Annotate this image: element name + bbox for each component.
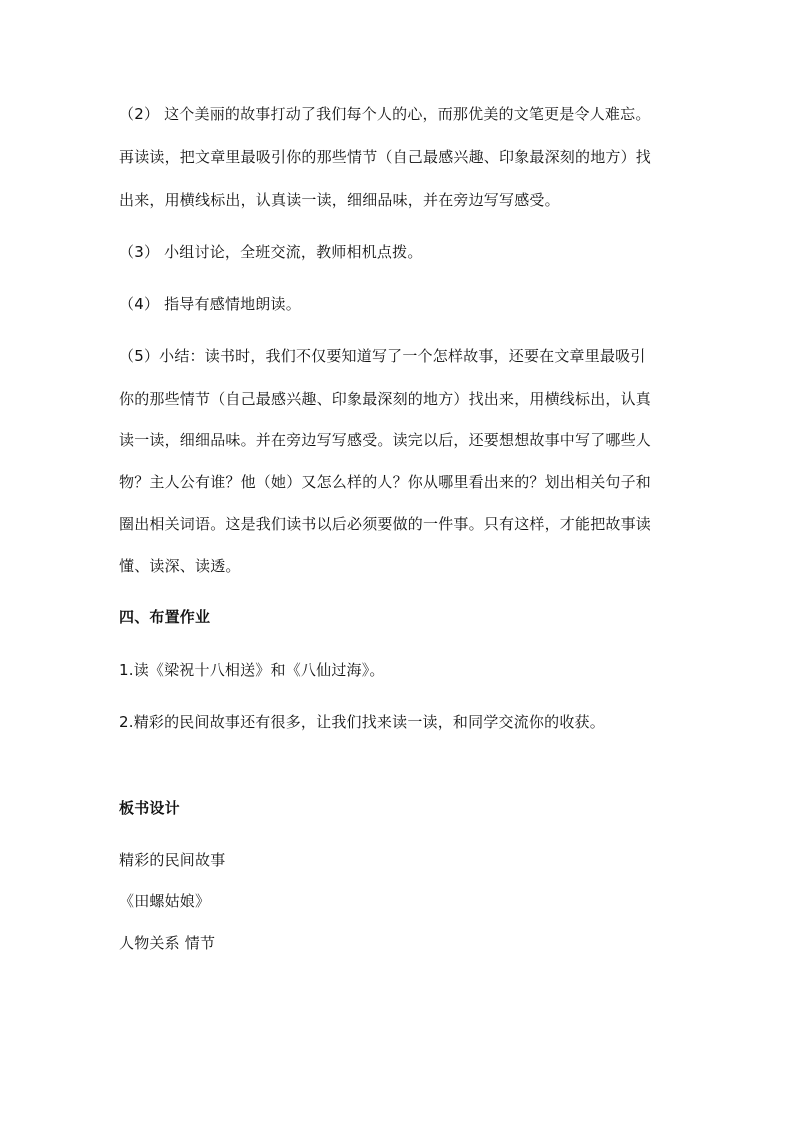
paragraph-2-line-3: 出来，用横线标出，认真读一读，细细品味，并在旁边写写感受。 bbox=[119, 191, 560, 209]
board-design-title: 精彩的民间故事 bbox=[119, 851, 226, 869]
homework-item-2: 2.精彩的民间故事还有很多，让我们找来读一读，和同学交流你的收获。 bbox=[119, 713, 605, 731]
paragraph-2-line-1: （2） 这个美丽的故事打动了我们每个人的心，而那优美的文笔更是令人难忘。 bbox=[119, 105, 651, 123]
paragraph-5-line-1: （5）小结：读书时，我们不仅要知道写了一个怎样故事，还要在文章里最吸引 bbox=[119, 347, 646, 365]
board-design-heading: 板书设计 bbox=[119, 799, 180, 817]
paragraph-5-line-3: 读一读，细细品味。并在旁边写写感受。读完以后，还要想想故事中写了哪些人 bbox=[119, 431, 652, 449]
paragraph-3-line-1: （3） 小组讨论，全班交流，教师相机点拨。 bbox=[119, 243, 423, 261]
section-heading-assign-homework: 四、布置作业 bbox=[119, 608, 211, 626]
paragraph-5-line-5: 圈出相关词语。这是我们读书以后必须要做的一件事。只有这样，才能把故事读 bbox=[119, 515, 652, 533]
paragraph-4-line-1: （4） 指导有感情地朗读。 bbox=[119, 295, 301, 313]
paragraph-5-line-2: 你的那些情节（自己最感兴趣、印象最深刻的地方）找出来，用横线标出，认真 bbox=[119, 390, 652, 408]
paragraph-5-line-4: 物？主人公有谁？他（她）又怎么样的人？你从哪里看出来的？划出相关句子和 bbox=[119, 473, 652, 491]
homework-item-1: 1.读《梁祝十八相送》和《八仙过海》。 bbox=[119, 661, 385, 679]
paragraph-2-line-2: 再读读，把文章里最吸引你的那些情节（自己最感兴趣、印象最深刻的地方）找 bbox=[119, 148, 652, 166]
paragraph-5-line-6: 懂、读深、读透。 bbox=[119, 557, 241, 575]
board-design-items: 人物关系 情节 bbox=[119, 934, 216, 952]
board-design-story: 《田螺姑娘》 bbox=[119, 892, 211, 910]
